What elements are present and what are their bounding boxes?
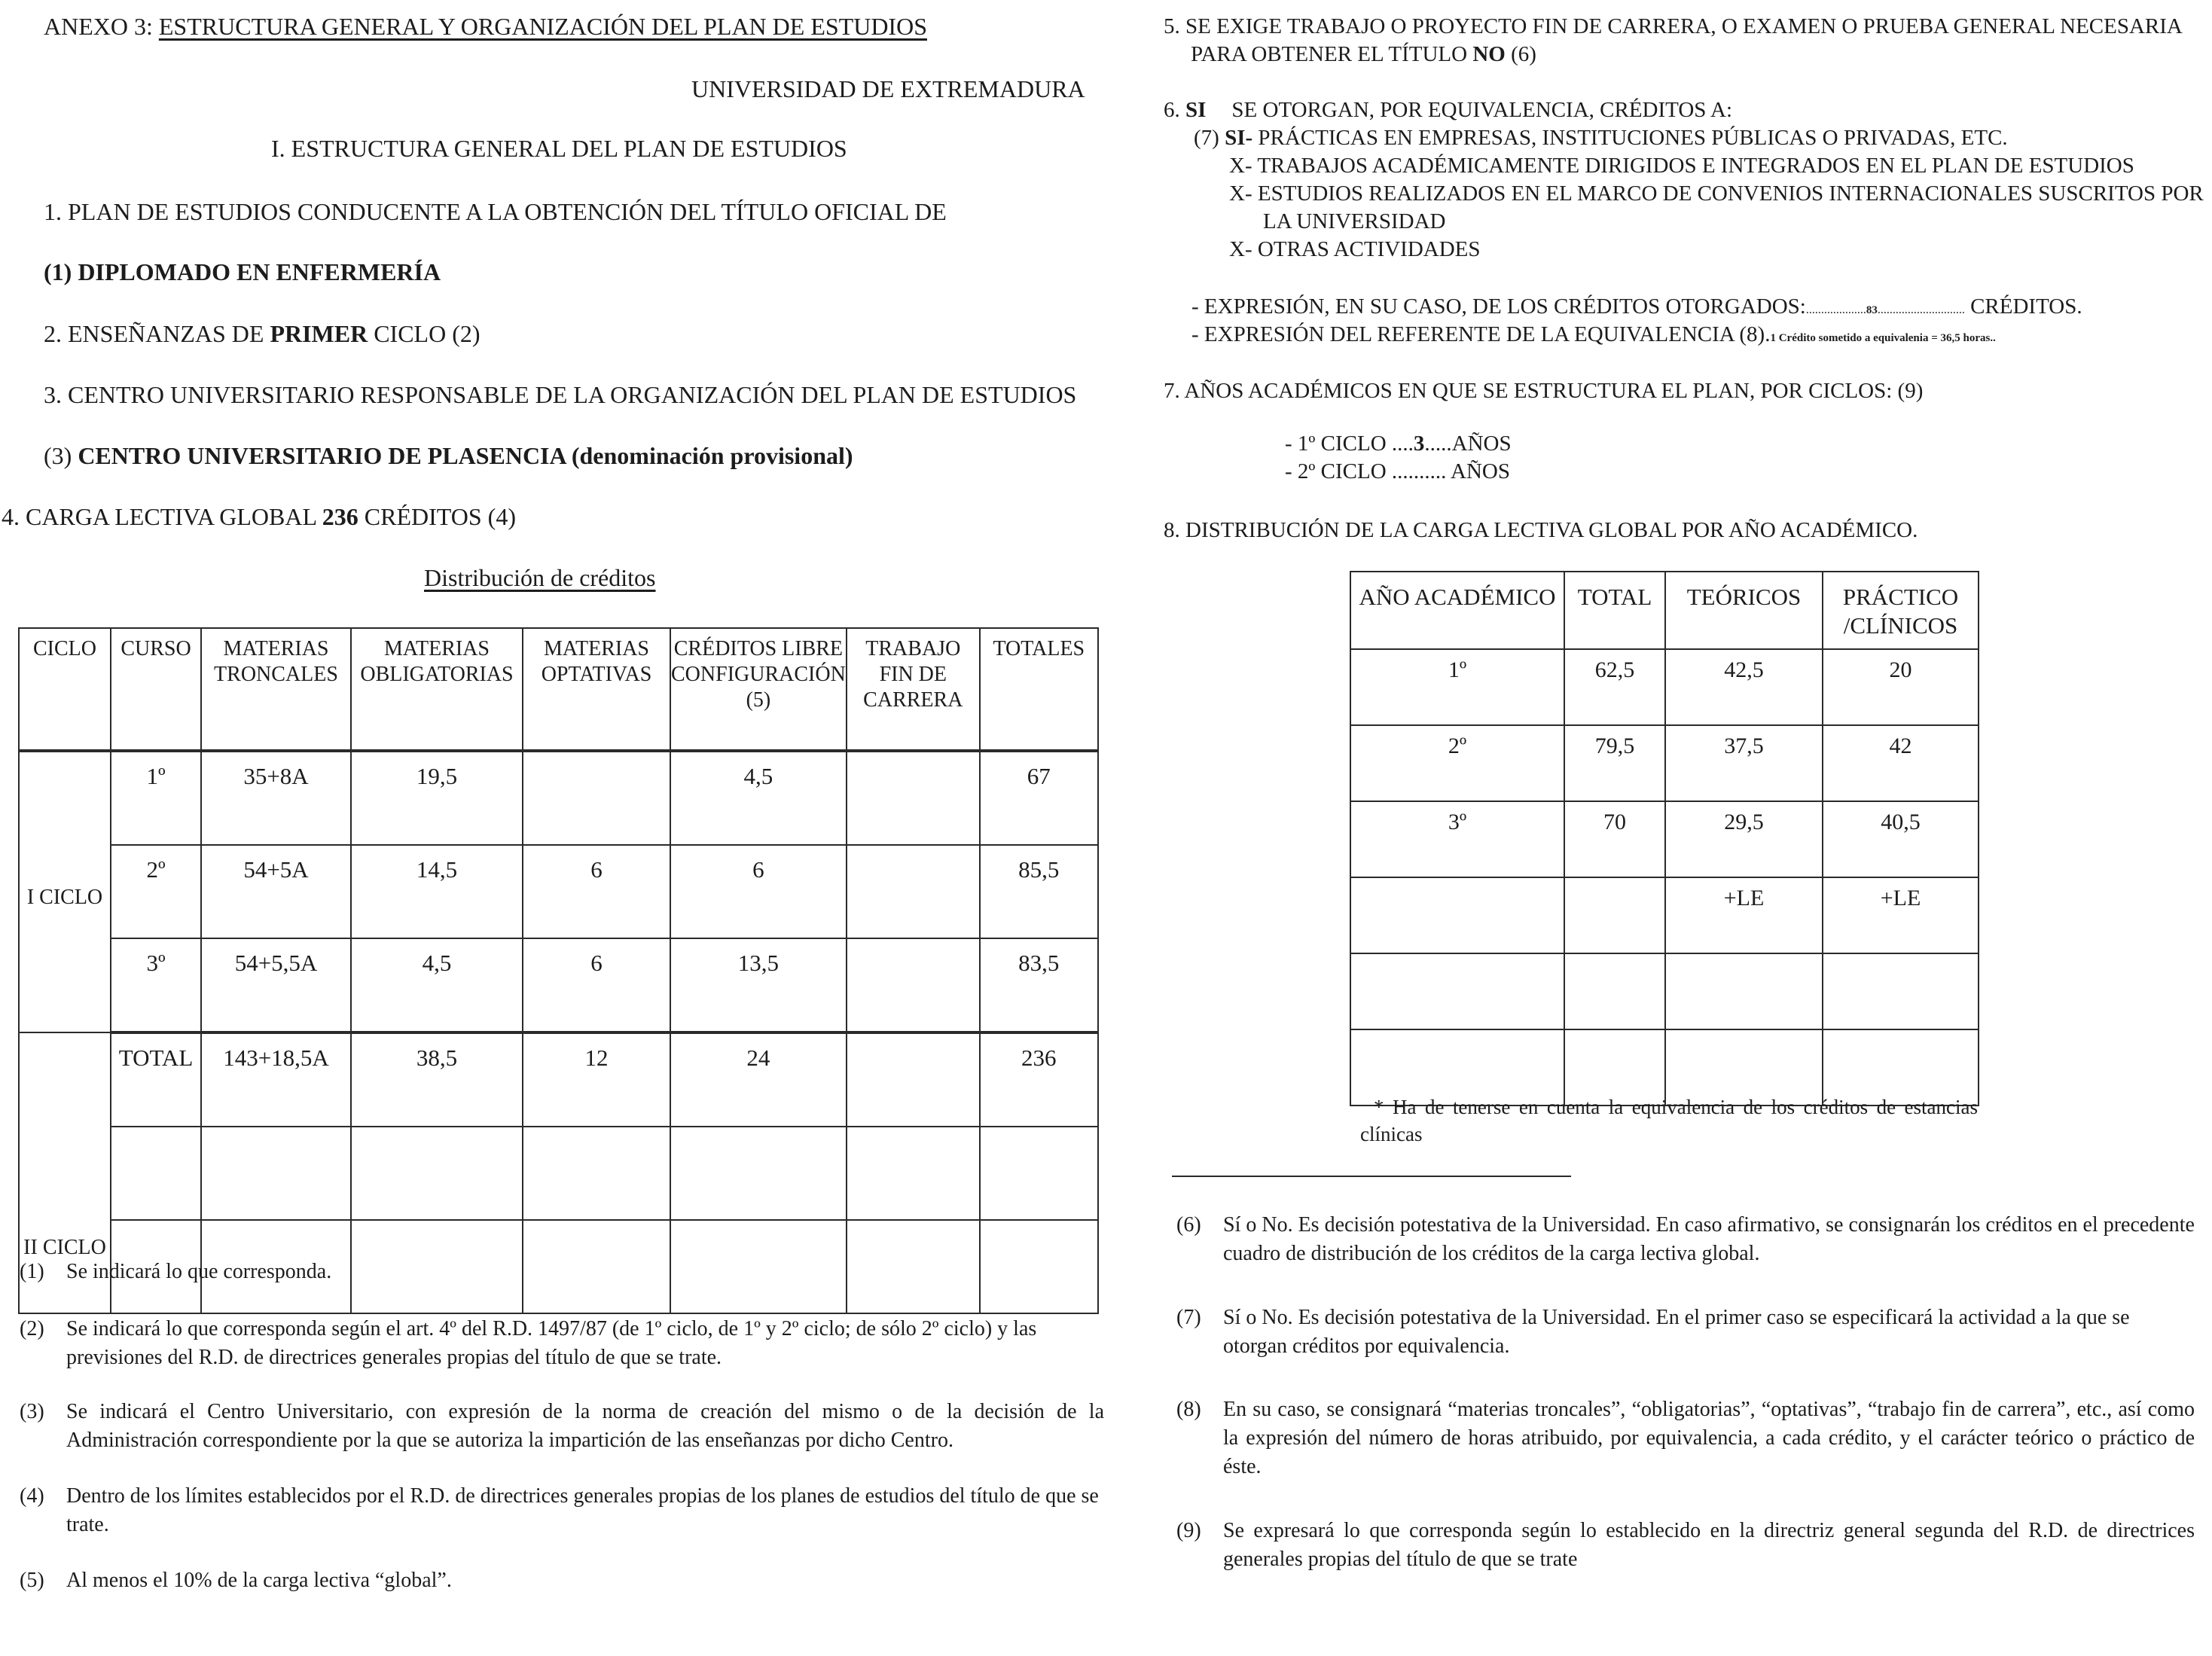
credits-granted-value: 83 xyxy=(1866,304,1878,316)
item-3-label: 3. CENTRO UNIVERSITARIO RESPONSABLE DE LA ORGANIZACIÓN DEL PLAN DE ESTUDIOS xyxy=(44,381,1077,408)
annex-prefix: ANEXO 3: xyxy=(44,13,159,40)
item-6-number: 6. xyxy=(1164,98,1185,122)
leader-dots: .................... xyxy=(1805,303,1866,316)
item-2 xyxy=(44,319,481,348)
table-row xyxy=(1350,953,1979,1029)
item-5-prefix: PARA OBTENER EL TÍTULO xyxy=(1191,42,1473,66)
table-cell xyxy=(847,938,980,1032)
table-cell xyxy=(1564,953,1665,1029)
item-5-suffix: (6) xyxy=(1505,42,1536,66)
table-cell: 70 xyxy=(1564,801,1665,877)
table-cell: 2º xyxy=(111,845,201,938)
item-6-value: SI xyxy=(1185,98,1207,122)
header-practicos: PRÁCTICO /CLÍNICOS xyxy=(1823,572,1979,649)
credits-suffix: CRÉDITOS. xyxy=(1964,294,2082,319)
item-6-option-otras: X- OTRAS ACTIVIDADES xyxy=(1229,237,1481,261)
table-cell: 54+5,5A xyxy=(201,938,351,1032)
table-row xyxy=(19,751,1098,845)
footnote-text: Se indicará lo que corresponda. xyxy=(66,1260,332,1283)
footnote-1 xyxy=(20,1258,1104,1288)
table-cell: 4,5 xyxy=(351,938,523,1032)
table-header-row xyxy=(19,628,1098,751)
ciclo-2-cell: II CICLO xyxy=(19,1032,111,1313)
table-cell xyxy=(1823,953,1979,1029)
footnote-text: Sí o No. Es decisión potestativa de la Universidad. En caso afirmativo, se consignarán los créditos en el precedente cuadro de distribución de los créditos de la carga lectiva global. xyxy=(1223,1213,2195,1265)
item-6-option-practicas xyxy=(1194,124,2008,152)
item-4 xyxy=(2,502,516,531)
item-3-prefix: (3) xyxy=(44,442,78,469)
table-cell xyxy=(847,845,980,938)
item-4-prefix: 4. CARGA LECTIVA GLOBAL xyxy=(2,503,322,530)
table-cell: 42 xyxy=(1823,725,1979,801)
item-1-label: 1. PLAN DE ESTUDIOS CONDUCENTE A LA OBTENCIÓN DEL TÍTULO OFICIAL DE xyxy=(44,198,947,225)
table-cell: 3º xyxy=(1350,801,1564,877)
ciclo-1-years xyxy=(1285,429,1512,458)
footnote-text: Se indicará lo que corresponda según el art. 4º del R.D. 1497/87 (de 1º ciclo, de 1º y 2º ciclo; de sólo 2º ciclo) y las previsiones del R.D. de directrices generales propias del título de que se trate. xyxy=(66,1317,1037,1369)
table-cell xyxy=(111,1127,201,1220)
footnote-text: Se expresará lo que corresponda según lo establecido en la directriz general segunda del R.D. de directrices generales propias del título de que se trate xyxy=(1223,1519,2195,1571)
item-5-line-1: 5. SE EXIGE TRABAJO O PROYECTO FIN DE CARRERA, O EXAMEN O PRUEBA GENERAL NECESARIA xyxy=(1164,14,2183,38)
table-cell: 79,5 xyxy=(1564,725,1665,801)
item-6-text: SE OTORGAN, POR EQUIVALENCIA, CRÉDITOS A: xyxy=(1231,98,1733,122)
table-row xyxy=(1350,801,1979,877)
footnote-6 xyxy=(1176,1211,2193,1271)
table-cell: 143+18,5A xyxy=(201,1032,351,1127)
table-cell: 67 xyxy=(980,751,1098,845)
table-cell: 35+8A xyxy=(201,751,351,845)
footnote-number: (1) xyxy=(20,1260,44,1283)
table-cell: 12 xyxy=(523,1032,670,1127)
header-trabajo-fin-carrera: TRABAJO FIN DE CARRERA xyxy=(847,628,980,751)
header-troncales: MATERIAS TRONCALES xyxy=(201,628,351,751)
table-total-row xyxy=(19,1032,1098,1127)
table-cell: 4,5 xyxy=(670,751,847,845)
header-optativas: MATERIAS OPTATIVAS xyxy=(523,628,670,751)
item-2-suffix: CICLO (2) xyxy=(368,320,481,347)
footnote-text: Al menos el 10% de la carga lectiva “global”. xyxy=(66,1569,452,1592)
item-7: 7. AÑOS ACADÉMICOS EN QUE SE ESTRUCTURA EL PLAN, POR CICLOS: (9) xyxy=(1164,379,1924,403)
footnote-number: (6) xyxy=(1176,1213,1201,1237)
table-cell: TOTAL xyxy=(111,1032,201,1127)
header-curso: CURSO xyxy=(111,628,201,751)
header-ano-academico: AÑO ACADÉMICO xyxy=(1350,572,1564,649)
item-5-value: NO xyxy=(1472,42,1506,66)
centre-name: CENTRO UNIVERSITARIO DE PLASENCIA (denominación provisional) xyxy=(78,442,853,469)
table-cell: 3º xyxy=(111,938,201,1032)
footnote-2 xyxy=(20,1315,1104,1375)
footnote-number: (8) xyxy=(1176,1398,1201,1421)
item-6-option-estudios: X- ESTUDIOS REALIZADOS EN EL MARCO DE CONVENIOS INTERNACIONALES SUSCRITOS POR xyxy=(1229,181,2204,206)
table-cell xyxy=(1350,953,1564,1029)
distribution-title: Distribución de créditos xyxy=(424,564,656,591)
table-cell: 6 xyxy=(670,845,847,938)
item-3-value xyxy=(44,441,853,470)
ciclo-1-label: - 1º CICLO .... xyxy=(1285,432,1414,456)
leader-dots: ............................. xyxy=(1877,303,1965,316)
footnote-number: (2) xyxy=(20,1317,44,1340)
equivalence-label: - EXPRESIÓN DEL REFERENTE DE LA EQUIVALENCIA (8). xyxy=(1191,322,1771,346)
header-teoricos: TEÓRICOS xyxy=(1665,572,1823,649)
table-cell: 29,5 xyxy=(1665,801,1823,877)
section-title: I. ESTRUCTURA GENERAL DEL PLAN DE ESTUDIOS xyxy=(271,135,847,162)
table-cell: +LE xyxy=(1665,877,1823,953)
table-row xyxy=(1350,725,1979,801)
item-2-prefix: 2. ENSEÑANZAS DE xyxy=(44,320,270,347)
table-cell: 24 xyxy=(670,1032,847,1127)
footnote-8 xyxy=(1176,1395,2193,1486)
table-cell: +LE xyxy=(1823,877,1979,953)
header-totales: TOTALES xyxy=(980,628,1098,751)
item-6-option-trabajos: X- TRABAJOS ACADÉMICAMENTE DIRIGIDOS E INTEGRADOS EN EL PLAN DE ESTUDIOS xyxy=(1229,154,2134,178)
item-8: 8. DISTRIBUCIÓN DE LA CARGA LECTIVA GLOBAL POR AÑO ACADÉMICO. xyxy=(1164,518,1918,542)
table-cell: 83,5 xyxy=(980,938,1098,1032)
equivalence-value: 1 Crédito sometido a equivalenia = 36,5 horas.. xyxy=(1770,332,1996,344)
header-ciclo: CICLO xyxy=(19,628,111,751)
table-cell xyxy=(1665,953,1823,1029)
table-cell: 54+5A xyxy=(201,845,351,938)
table-cell xyxy=(1564,877,1665,953)
table-cell: 2º xyxy=(1350,725,1564,801)
table-cell xyxy=(523,1127,670,1220)
header-total: TOTAL xyxy=(1564,572,1665,649)
table-row xyxy=(1350,649,1979,725)
table-cell: 6 xyxy=(523,845,670,938)
ciclo-1-value: 3 xyxy=(1413,432,1425,456)
item-6-option-estudios-cont: LA UNIVERSIDAD xyxy=(1263,209,1446,233)
table-cell xyxy=(847,1032,980,1127)
academic-year-table xyxy=(1350,571,1979,1106)
table-cell: 13,5 xyxy=(670,938,847,1032)
table-cell: 1º xyxy=(111,751,201,845)
table-note: * Ha de tenerse en cuenta la equivalencia de los créditos de estancias clínicas xyxy=(1360,1096,1978,1145)
table-cell xyxy=(201,1127,351,1220)
table-cell: 85,5 xyxy=(980,845,1098,938)
footnote-text: Se indicará el Centro Universitario, con expresión de la norma de creación del mismo o de la decisión de la Administración correspondiente por la que se autoriza la impartición de las enseñanzas por dicho Centro. xyxy=(66,1400,1104,1452)
equivalence-line xyxy=(1191,320,1996,352)
option-si: SI- xyxy=(1225,126,1253,150)
credits-granted-label: - EXPRESIÓN, EN SU CASO, DE LOS CRÉDITOS OTORGADOS: xyxy=(1191,294,1806,319)
table-cell xyxy=(980,1127,1098,1220)
header-obligatorias: MATERIAS OBLIGATORIAS xyxy=(351,628,523,751)
table-cell: 20 xyxy=(1823,649,1979,725)
total-credits: 236 xyxy=(322,503,358,530)
item-4-suffix: CRÉDITOS (4) xyxy=(358,503,516,530)
table-cell: 19,5 xyxy=(351,751,523,845)
table-row xyxy=(19,845,1098,938)
option-text: PRÁCTICAS EN EMPRESAS, INSTITUCIONES PÚBLICAS O PRIVADAS, ETC. xyxy=(1252,126,2008,150)
ciclo-1-suffix: .....AÑOS xyxy=(1424,432,1512,456)
table-cell xyxy=(847,1127,980,1220)
footnote-number: (7) xyxy=(1176,1306,1201,1329)
footnote-4 xyxy=(20,1482,1104,1542)
table-cell: 1º xyxy=(1350,649,1564,725)
table-header-row xyxy=(1350,572,1979,649)
table-cell: 37,5 xyxy=(1665,725,1823,801)
footnote-number: (3) xyxy=(20,1400,44,1423)
footnote-divider xyxy=(1172,1176,1571,1177)
table-cell: 6 xyxy=(523,938,670,1032)
footnote-9 xyxy=(1176,1517,2193,1577)
footnote-text: Dentro de los límites establecidos por el R.D. de directrices generales propias de los planes de estudios del título de que se trate. xyxy=(66,1484,1099,1536)
degree-title: (1) DIPLOMADO EN ENFERMERÍA xyxy=(44,258,441,285)
footnote-text: En su caso, se consignará “materias troncales”, “obligatorias”, “optativas”, “trabajo fin de carrera”, etc., así como la expresión del número de horas atribuido, por equivalencia, a cada crédito, y el carácter teórico o práctico de éste. xyxy=(1223,1398,2195,1478)
university-name: UNIVERSIDAD DE EXTREMADURA xyxy=(691,75,1085,102)
footnote-text: Sí o No. Es decisión potestativa de la Universidad. En el primer caso se especificará la actividad a la que se otorgan créditos por equivalencia. xyxy=(1223,1306,2130,1358)
item-5-line-2 xyxy=(1191,40,1536,69)
footnote-number: (4) xyxy=(20,1484,44,1508)
annex-title: ESTRUCTURA GENERAL Y ORGANIZACIÓN DEL PLAN DE ESTUDIOS xyxy=(158,13,927,40)
footnote-3 xyxy=(20,1398,1104,1458)
table-cell xyxy=(351,1127,523,1220)
item-6 xyxy=(1164,96,1732,124)
footnote-number: (5) xyxy=(20,1569,44,1592)
table-row-empty xyxy=(19,1127,1098,1220)
table-cell: 40,5 xyxy=(1823,801,1979,877)
table-cell: 42,5 xyxy=(1665,649,1823,725)
table-row xyxy=(19,938,1098,1032)
header-libre-configuracion: CRÉDITOS LIBRE CONFIGURACIÓN (5) xyxy=(670,628,847,751)
cycle-value: PRIMER xyxy=(270,320,368,347)
ciclo-2-years: - 2º CICLO .......... AÑOS xyxy=(1285,459,1511,483)
footnote-number: (9) xyxy=(1176,1519,1201,1542)
table-cell xyxy=(523,751,670,845)
footnote-7 xyxy=(1176,1304,2193,1364)
credit-distribution-table xyxy=(18,627,1099,1314)
table-cell: 38,5 xyxy=(351,1032,523,1127)
ciclo-1-cell: I CICLO xyxy=(19,751,111,1032)
option-prefix: (7) xyxy=(1194,126,1225,150)
table-cell xyxy=(670,1127,847,1220)
table-cell xyxy=(847,751,980,845)
table-cell: 236 xyxy=(980,1032,1098,1127)
table-cell: 14,5 xyxy=(351,845,523,938)
footnote-5 xyxy=(20,1566,1104,1597)
table-cell xyxy=(1350,877,1564,953)
table-row xyxy=(1350,877,1979,953)
annex-heading xyxy=(44,12,927,41)
table-cell: 62,5 xyxy=(1564,649,1665,725)
